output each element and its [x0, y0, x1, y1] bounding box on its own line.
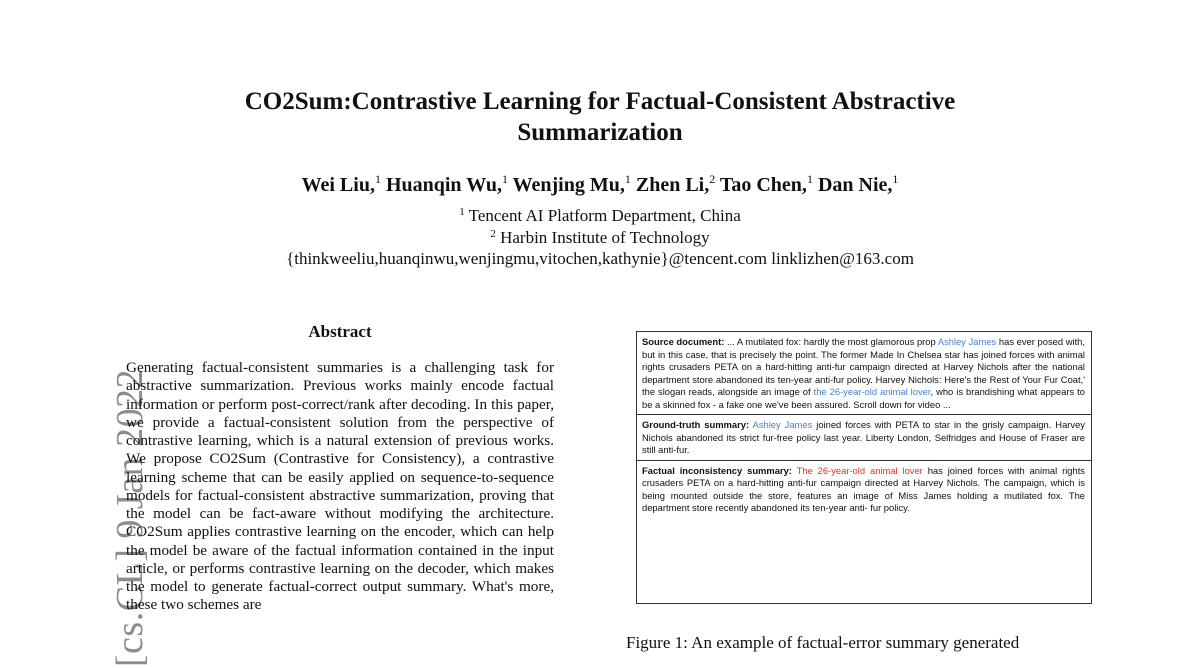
figure-1-example-box	[636, 331, 1092, 604]
inconsistency-section: Factual inconsistency summary: The 26-year-old animal lover has joined forces with animal rights crusaders PETA on a hard-hitting anti-fur campaign directed at Harvey Nichols. The campaign, which is being mounted outside the store, features an image of Miss James holding a mutilated fox. The department store recently abandoned its ten-year anti- fur policy.	[637, 460, 1091, 518]
author: Wenjing Mu,$^1$	[512, 172, 631, 196]
entity-highlight: Ashley James	[752, 419, 813, 430]
inconsistency-label: Factual inconsistency summary:	[642, 464, 792, 476]
author: Wei Liu,$^1$	[301, 172, 381, 196]
ground-truth-label: Ground-truth summary:	[642, 419, 750, 430]
affiliations	[150, 205, 1050, 270]
author-emails: {thinkweeliu,huanqinwu,wenjingmu,vitochen,kathynie}@tencent.com linklizhen@163.com	[286, 249, 914, 268]
author: Zhen Li,$^2$	[635, 172, 716, 196]
affiliation-1: $^1$ Tencent AI Platform Department, China	[459, 206, 741, 225]
title-line-1: CO2Sum:Contrastive Learning for Factual-Consistent Abstractive	[244, 88, 956, 115]
author: Huanqin Wu,$^1$	[385, 172, 508, 196]
ground-truth-section: Ground-truth summary: Ashley James joined forces with PETA to star in the grisly campaign. Harvey Nichols abandoned its strict fur-free policy last year. Liberty London, Selfridges and House of Fraser are still anti-fur.	[637, 414, 1091, 460]
author-list	[150, 172, 1050, 198]
figure-caption: Figure 1: An example of factual-error summary generated	[626, 633, 1020, 652]
source-document-section: Source document: ... A mutilated fox: hardly the most glamorous prop Ashley James has ever posed with, but in this case, that is precisely the point. The former Made In Chelsea star has joined forces with animal rights crusaders PETA on a hard-hitting anti-fur campaign directed at Harvey Nichols after the national department store abandoned its ten-year anti-fur policy. Harvey Nichols: Here's the Rest of Your Fur Coat,' the slogan reads, alongside an image of the 26-year-old animal lover, who is brandishing what appears to be a skinned fox - a fake one we've been assured. Scroll down for video ...	[642, 336, 1085, 410]
paper-title	[150, 86, 1050, 148]
abstract-heading: Abstract	[308, 322, 372, 341]
arxiv-stamp: [cs.CL] 9 Jan 2022	[109, 368, 151, 668]
error-highlight: The 26-year-old animal lover	[796, 464, 923, 476]
entity-highlight: the 26-year-old animal lover	[813, 386, 931, 397]
source-document-label: Source document:	[642, 336, 725, 347]
author: Dan Nie,$^1$	[817, 172, 899, 196]
affiliation-2: $^2$ Harbin Institute of Technology	[490, 227, 710, 247]
entity-highlight: Ashley James	[937, 336, 997, 347]
abstract-text: Generating factual-consistent summaries is a challenging task for abstractive summarization. Previous works mainly encode factual information or perform post-correct/rank after decoding. In this paper, we provide a factual-consistent solution from the perspective of contrastive learning, which is a natural extension of previous works. We propose CO2Sum (Contrastive for Consistency), a contrastive learning scheme that can be easily applied on sequence-to-sequence models for factual-consistent abstractive summarization, proving that the model can be fact-aware without modifying the architecture. CO2Sum applies contrastive learning on the encoder, which can help the model be aware of the factual information contained in the input article, or performs contrastive learning on the decoder, which makes the model to generate factual-correct output summary. What's more, these two schemes are	[126, 359, 554, 614]
author: Tao Chen,$^1$	[719, 172, 813, 196]
title-line-2: Summarization	[517, 119, 683, 146]
